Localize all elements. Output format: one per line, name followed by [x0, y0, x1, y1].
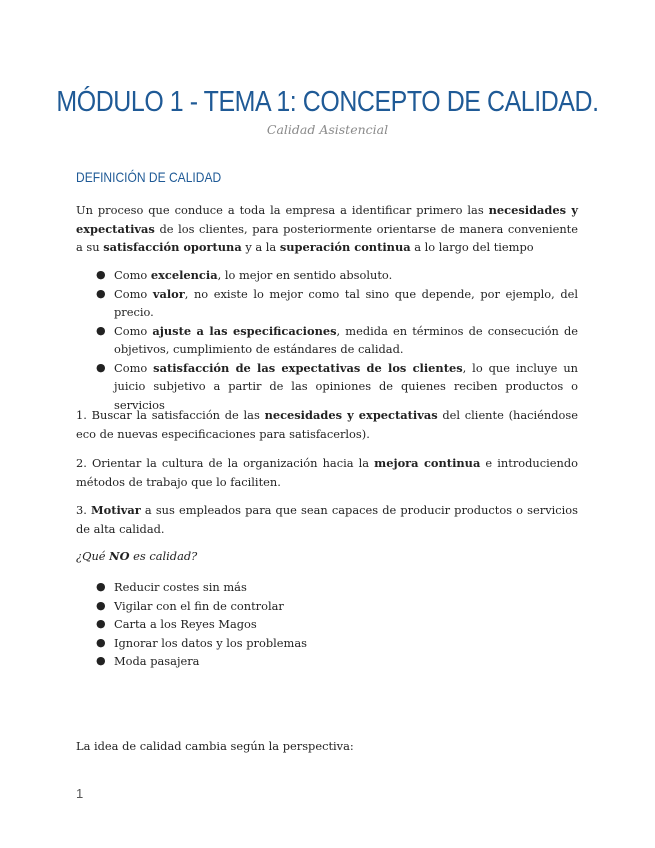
point-3-paragraph: 3. Motivar a sus empleados para que sean capaces de producir productos o servicios de alta calidad.	[76, 503, 578, 536]
definition-bullet-list	[76, 266, 578, 414]
page-title: MÓDULO 1 - TEMA 1: CONCEPTO DE CALIDAD.	[56, 86, 599, 118]
list-item: ● Reducir costes sin más	[96, 580, 247, 594]
closing-paragraph: La idea de calidad cambia según la perspectiva:	[76, 739, 354, 753]
page-number: 1	[76, 786, 84, 801]
list-item: ● Como satisfacción de las expectativas de los clientes, lo que incluye un juicio subjetivo a partir de las opiniones de quienes reciben productos o servicios	[96, 360, 578, 412]
not-quality-list	[76, 578, 578, 671]
not-quality-question: ¿Qué NO es calidad?	[76, 549, 198, 563]
list-item: ● Como valor, no existe lo mejor como tal sino que depende, por ejemplo, del precio.	[96, 286, 578, 319]
page-subtitle: Calidad Asistencial	[266, 122, 389, 137]
list-item: ● Moda pasajera	[96, 654, 200, 668]
point-2-paragraph: 2. Orientar la cultura de la organización hacia la mejora continua e introduciendo métodos de trabajo que lo faciliten.	[76, 456, 578, 489]
list-item: ● Como excelencia, lo mejor en sentido absoluto.	[96, 268, 393, 282]
list-item: ● Como ajuste a las especificaciones, medida en términos de consecución de objetivos, cumplimiento de estándares de calidad.	[96, 323, 578, 356]
definition-paragraph: Un proceso que conduce a toda la empresa a identificar primero las necesidades y expectativas de los clientes, para posteriormente orientarse de manera conveniente a su satisfacción oportuna y a la superación continua a lo largo del tiempo	[76, 203, 578, 254]
list-item: ● Ignorar los datos y los problemas	[96, 635, 307, 650]
list-item: ● Carta a los Reyes Magos	[96, 617, 257, 631]
list-item: ● Vigilar con el fin de controlar	[96, 598, 284, 613]
section-heading: DEFINICIÓN DE CALIDAD	[76, 169, 222, 185]
point-1-paragraph: 1. Buscar la satisfacción de las necesidades y expectativas del cliente (haciéndose eco de nuevas especificaciones para satisfacerlos).	[76, 408, 578, 441]
